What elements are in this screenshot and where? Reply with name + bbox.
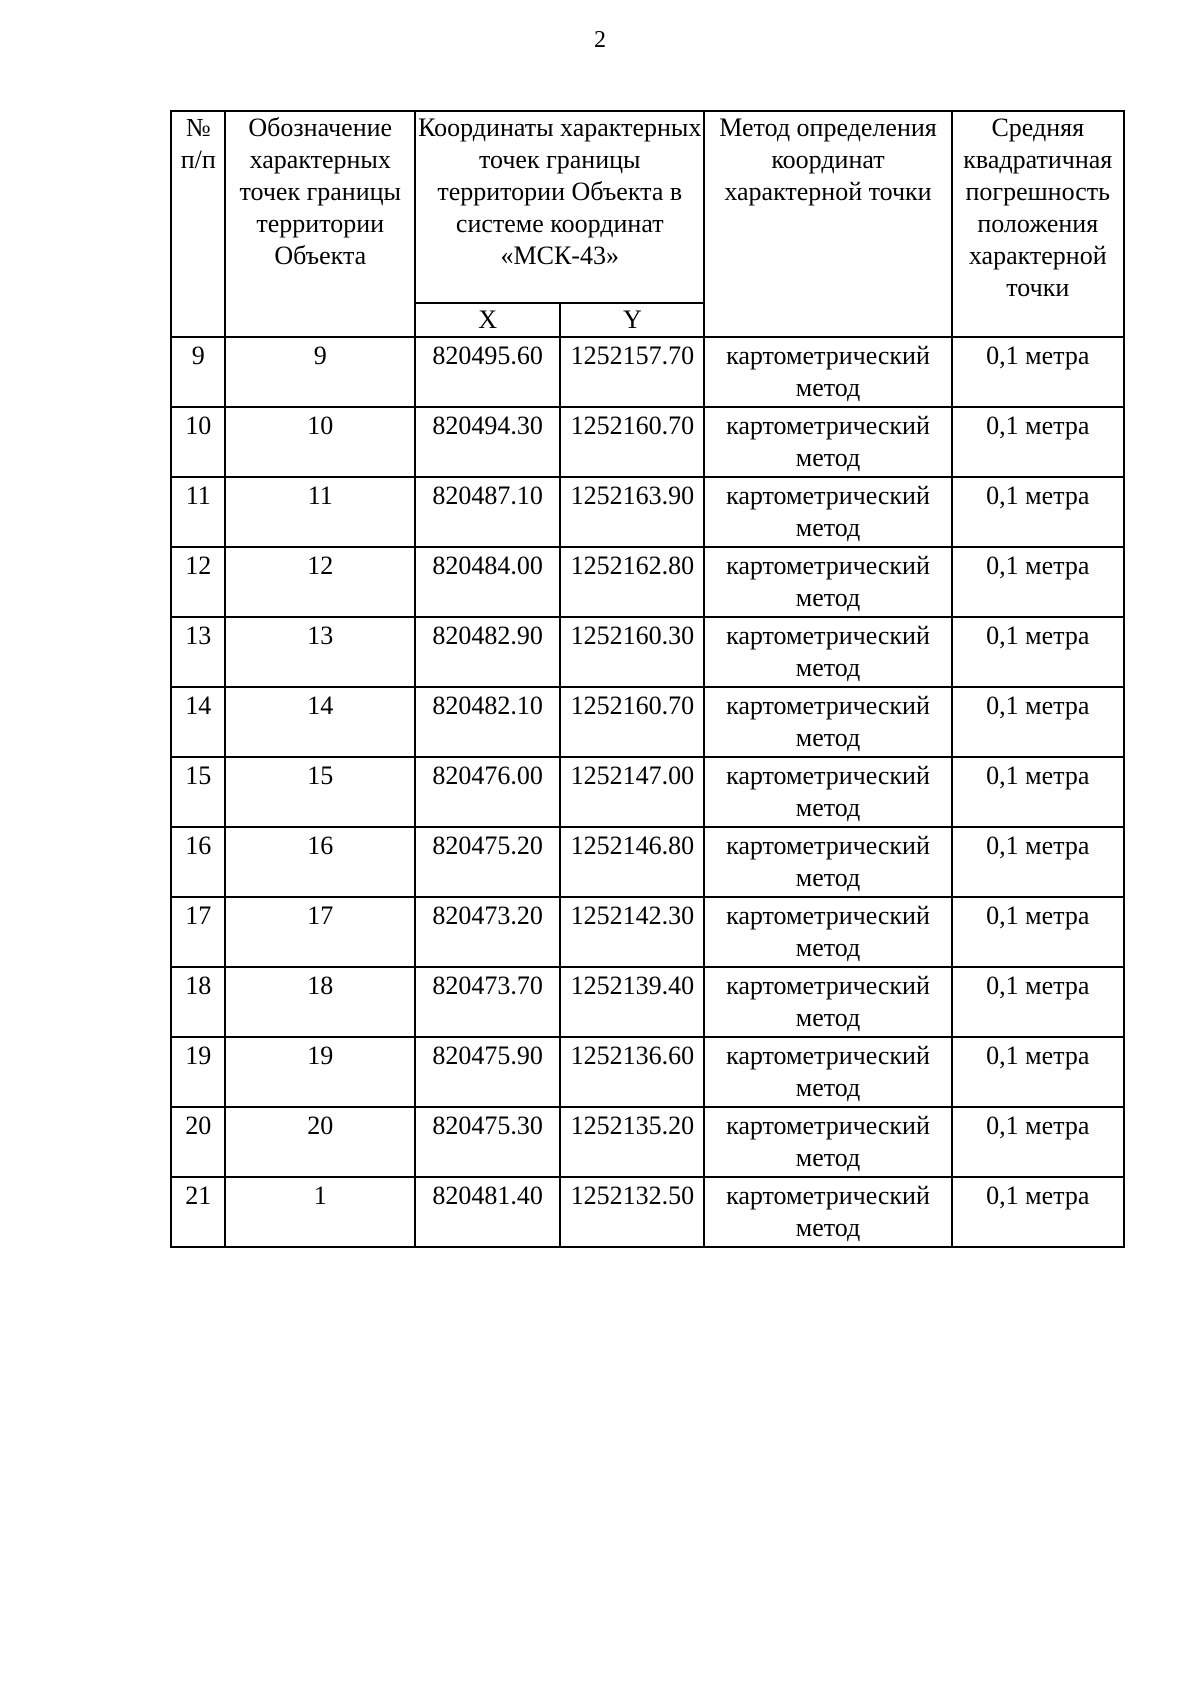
cell-point: 16 [225,827,415,897]
header-num: № п/п [171,111,225,337]
table-row [171,407,1124,477]
cell-point: 12 [225,547,415,617]
cell-method: картометрический метод [704,407,951,477]
cell-error: 0,1 метра [952,687,1124,757]
table-row [171,547,1124,617]
cell-x: 820484.00 [415,547,560,617]
cell-error: 0,1 метра [952,757,1124,827]
cell-y: 1252132.50 [560,1177,704,1247]
coordinates-table [170,110,1125,1248]
cell-y: 1252157.70 [560,337,704,407]
cell-point: 10 [225,407,415,477]
cell-point: 18 [225,967,415,1037]
table-row [171,897,1124,967]
cell-y: 1252160.70 [560,687,704,757]
cell-x: 820473.70 [415,967,560,1037]
cell-point: 9 [225,337,415,407]
header-error: Средняя квадратичная погрешность положения характерной точки [952,111,1124,337]
table-row [171,617,1124,687]
cell-num: 20 [171,1107,225,1177]
table-row [171,337,1124,407]
cell-num: 10 [171,407,225,477]
cell-method: картометрический метод [704,897,951,967]
cell-y: 1252139.40 [560,967,704,1037]
cell-method: картометрический метод [704,337,951,407]
header-y: Y [560,303,704,337]
cell-num: 19 [171,1037,225,1107]
page-number: 2 [594,27,606,53]
table-row [171,1177,1124,1247]
table-body [171,337,1124,1247]
cell-error: 0,1 метра [952,827,1124,897]
cell-num: 15 [171,757,225,827]
cell-point: 15 [225,757,415,827]
cell-x: 820494.30 [415,407,560,477]
cell-method: картометрический метод [704,687,951,757]
cell-y: 1252146.80 [560,827,704,897]
cell-error: 0,1 метра [952,477,1124,547]
cell-method: картометрический метод [704,757,951,827]
cell-y: 1252147.00 [560,757,704,827]
table-row [171,827,1124,897]
cell-method: картометрический метод [704,1037,951,1107]
cell-num: 17 [171,897,225,967]
cell-point: 19 [225,1037,415,1107]
header-coords: Координаты характерных точек границы территории Объекта в системе координат «МСК-43» [415,111,704,303]
cell-y: 1252163.90 [560,477,704,547]
cell-y: 1252135.20 [560,1107,704,1177]
table-row [171,687,1124,757]
cell-method: картометрический метод [704,1107,951,1177]
cell-error: 0,1 метра [952,1177,1124,1247]
cell-x: 820481.40 [415,1177,560,1247]
cell-num: 12 [171,547,225,617]
cell-point: 1 [225,1177,415,1247]
cell-y: 1252162.80 [560,547,704,617]
cell-method: картометрический метод [704,827,951,897]
cell-point: 17 [225,897,415,967]
cell-num: 18 [171,967,225,1037]
cell-y: 1252142.30 [560,897,704,967]
cell-error: 0,1 метра [952,407,1124,477]
table-row [171,477,1124,547]
table-header [171,111,1124,337]
cell-num: 13 [171,617,225,687]
table-row [171,1037,1124,1107]
cell-error: 0,1 метра [952,1107,1124,1177]
header-row [171,111,1124,303]
cell-method: картометрический метод [704,547,951,617]
header-method: Метод определения координат характерной точки [704,111,951,337]
cell-x: 820482.10 [415,687,560,757]
cell-y: 1252160.30 [560,617,704,687]
cell-point: 20 [225,1107,415,1177]
cell-error: 0,1 метра [952,897,1124,967]
cell-x: 820482.90 [415,617,560,687]
cell-x: 820475.20 [415,827,560,897]
cell-x: 820475.90 [415,1037,560,1107]
cell-point: 13 [225,617,415,687]
cell-error: 0,1 метра [952,1037,1124,1107]
cell-point: 11 [225,477,415,547]
cell-num: 9 [171,337,225,407]
cell-num: 11 [171,477,225,547]
cell-num: 14 [171,687,225,757]
cell-num: 16 [171,827,225,897]
cell-error: 0,1 метра [952,617,1124,687]
cell-x: 820495.60 [415,337,560,407]
cell-error: 0,1 метра [952,337,1124,407]
cell-error: 0,1 метра [952,967,1124,1037]
table-row [171,967,1124,1037]
cell-method: картометрический метод [704,1177,951,1247]
cell-method: картометрический метод [704,617,951,687]
cell-error: 0,1 метра [952,547,1124,617]
header-x: X [415,303,560,337]
header-point: Обозначение характерных точек границы территории Объекта [225,111,415,337]
table-row [171,757,1124,827]
cell-x: 820473.20 [415,897,560,967]
cell-point: 14 [225,687,415,757]
cell-num: 21 [171,1177,225,1247]
cell-y: 1252160.70 [560,407,704,477]
cell-y: 1252136.60 [560,1037,704,1107]
cell-x: 820487.10 [415,477,560,547]
cell-x: 820475.30 [415,1107,560,1177]
cell-x: 820476.00 [415,757,560,827]
table-row [171,1107,1124,1177]
cell-method: картометрический метод [704,477,951,547]
cell-method: картометрический метод [704,967,951,1037]
